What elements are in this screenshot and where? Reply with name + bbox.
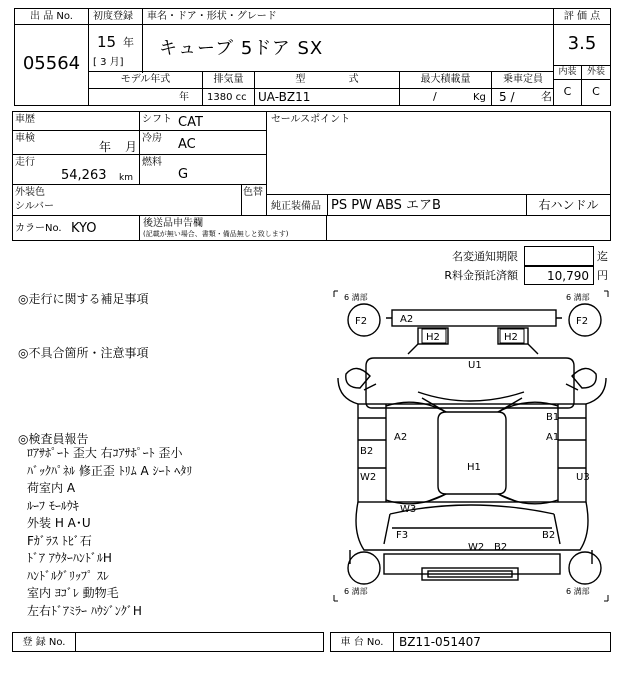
later-report-label: 後送品申告欄 [143,218,203,229]
color-label: 外装色 [15,187,45,198]
equipment-cell [266,194,527,216]
inspection-label: 車検 [15,133,35,144]
interior-grade: C [563,85,572,98]
color-change-label: 色替 [243,187,263,198]
reg-no-label: 登 録 No. [22,637,66,648]
driving-notes-title: ◎走行に関する補足事項 [18,292,149,306]
max-load-slash: / [433,90,437,103]
equipment-label: 純正装備品 [271,201,321,212]
fuel-cell [139,154,267,185]
mark-b2-left: B2 [360,446,374,457]
color-value: シルバー [15,201,55,212]
title-box [88,8,554,72]
recycle-box [524,266,594,285]
shift-cell [139,111,267,131]
inspection-cell [12,130,140,155]
score-label: 評 価 点 [554,10,610,25]
score-value: 3.5 [567,33,597,54]
inspector-line: Fｶﾞﾗｽ ﾄﾋﾞ石 [27,533,92,548]
transfer-deadline-box [524,246,594,266]
recycle-label: R料金預託済額 [444,269,518,282]
mark-w3: W3 [400,504,417,515]
defects-title: ◎不具合箇所・注意事項 [18,346,149,360]
mark-a1: A1 [546,432,560,443]
later-report-cell [139,215,327,241]
car-damage-diagram [330,288,612,606]
model-year-unit: 年 [179,92,189,103]
inspector-line: 外装 H A･U [27,516,91,530]
transfer-deadline-unit: 迄 [597,250,608,263]
color-no-cell [12,215,140,241]
mark-u3: U3 [576,472,590,483]
inspector-title: ◎検査員報告 [18,432,89,446]
tire-label-rear-right: 6 溝部 [566,293,590,302]
inspection-month: 月 [125,140,138,154]
inspector-report [27,445,337,620]
history-label: 車歴 [15,114,35,125]
color-no-label: カラーNo. [15,223,62,234]
mileage-cell [12,154,140,185]
color-cell [12,184,242,216]
capacity-unit: 名 [541,90,552,103]
fuel-label: 燃料 [142,157,162,168]
lot-box [14,8,89,106]
mark-w2-left: W2 [360,472,377,483]
sales-point-label: セールスポイント [271,114,351,125]
type-label: 型 式 [295,74,359,85]
inspector-line: ﾄﾞｱ ｱｳﾀｰﾊﾝﾄﾞﾙH [27,551,112,565]
aircon-cell [139,130,267,155]
shift-label: シフト [142,114,172,125]
year-unit: 年 [123,36,134,49]
steering-value: 右ハンドル [538,198,599,212]
later-report-note: (記載が無い場合、書類・備品無しと致します) [143,230,289,238]
interior-label: 内装 [558,67,577,77]
tire-label-front-left: 6 溝部 [344,587,368,596]
steering-cell [526,194,611,216]
shift-value: CAT [178,115,203,130]
reg-no-cell [12,632,324,652]
capacity-label: 乗車定員 [503,74,543,85]
tire-label-rear-left: 6 溝部 [344,293,368,302]
mark-u1: U1 [468,360,482,371]
aircon-value: AC [178,137,196,152]
displacement-value: 1380 cc [207,92,247,103]
max-load-unit: Kg [473,92,486,103]
mark-a2-top: A2 [400,314,414,325]
recycle-value: 10,790 [547,269,589,283]
aircon-label: 冷房 [142,133,162,144]
sales-point-cell [266,111,611,195]
displacement-label: 排気量 [213,74,244,85]
color-no-value: KYO [71,221,97,236]
car-name: キューブ 5ドア SX [159,38,324,59]
lot-label: 出 品 No. [15,10,88,25]
spec-row [88,71,554,106]
first-reg-label: 初度登録 [93,11,133,22]
mark-f3: F3 [396,530,409,541]
fuel-value: G [178,167,189,182]
lot-number: 05564 [22,53,81,74]
inspection-year: 年 [99,140,112,154]
inspector-line: ﾊﾞｯｸﾊﾟﾈﾙ 修正歪 ﾄﾘﾑ A ｼｰﾄ ﾍﾀﾘ [27,463,193,478]
exterior-label: 外装 [586,67,605,77]
history-cell [12,111,140,131]
first-reg-year: 15 [97,33,117,51]
max-load-label: 最大積載量 [420,74,471,85]
mark-w2-bottom: W2 [468,542,485,553]
mark-f2-left: F2 [355,316,368,327]
score-box [553,8,611,106]
car-name-label: 車名・ドア・形状・グレード [147,11,277,22]
type-value: UA-BZ11 [258,90,311,104]
tire-label-front-right: 6 溝部 [566,587,590,596]
mark-h2-left: H2 [426,332,440,343]
mileage-value: 54,263 [61,168,107,183]
mark-b1: B1 [546,412,560,423]
model-year-label: モデル年式 [120,74,171,85]
inspector-line: ﾊﾝﾄﾞﾙｸﾞﾘｯﾌﾟ ｽﾚ [27,568,109,583]
inspector-line: 荷室内 A [27,481,76,495]
mark-b2-right: B2 [542,530,556,541]
mark-f2-right: F2 [576,316,589,327]
mileage-label: 走行 [15,157,35,168]
first-reg-month: [ 3 月] [93,57,124,68]
mark-h2-right: H2 [504,332,518,343]
chassis-cell [330,632,611,652]
mark-a2-left: A2 [394,432,408,443]
transfer-deadline-label: 名変通知期限 [452,250,518,263]
mark-h1: H1 [467,462,481,473]
later-report-area [326,215,611,241]
chassis-value: BZ11-051407 [399,635,481,649]
mileage-unit: km [119,173,133,183]
inspector-line: ﾙｰﾌ ﾓｰﾙｳｷ [27,498,79,513]
inspector-line: 室内 ﾖｺﾞﾚ 動物毛 [27,586,119,600]
exterior-grade: C [592,85,600,98]
capacity-value: 5 / [499,90,515,104]
inspector-line: 左右ﾄﾞｱﾐﾗｰ ﾊｳｼﾞﾝｸﾞH [27,603,142,618]
chassis-label: 車 台 No. [340,637,384,648]
inspector-line: ﾛｱｻﾎﾟｰﾄ 歪大 右ｺｱｻﾎﾟｰﾄ 歪小 [27,446,183,460]
equipment-value: PS PW ABS エアB [331,198,441,213]
color-change-cell [241,184,267,216]
recycle-unit: 円 [597,269,608,282]
mark-b2-bottom: B2 [494,542,508,553]
